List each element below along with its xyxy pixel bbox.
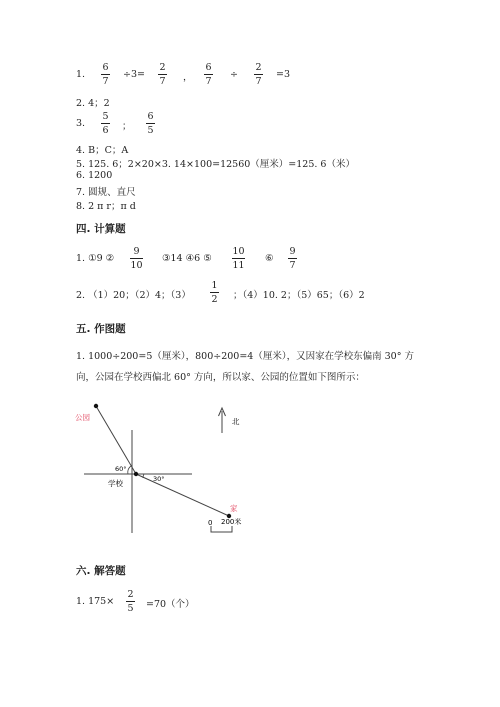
word-problem-1-prefix: 1. 175× <box>76 596 115 607</box>
section-6-title: 六. 解答题 <box>76 565 126 577</box>
answer-text: ÷ <box>230 69 238 80</box>
angle-30-label: 30° <box>153 475 165 483</box>
school-point <box>134 472 138 476</box>
scale-200m-label: 200米 <box>221 518 242 526</box>
scale-zero-label: 0 <box>208 519 213 527</box>
answer-text: =3 <box>276 69 291 80</box>
fraction: 5 6 <box>102 111 109 136</box>
school-label: 学校 <box>108 479 123 488</box>
drawing-text-line-2: 向，公园在学校西偏北 60° 方向，所以家、公园的位置如下图所示： <box>76 372 365 383</box>
calc-1-circle6: ⑥ <box>265 253 274 264</box>
answer-2: 2. 4；2 <box>76 98 110 109</box>
answer-8: 8. 2 π r；π d <box>76 201 136 212</box>
drawing-text-line-1: 1. 1000÷200=5（厘米），800÷200=4（厘米），又因家在学校东偏南 30° 方 <box>76 351 414 362</box>
fraction: 1 2 <box>211 280 218 305</box>
calc-1-mid: ③14 ④6 ⑤ <box>162 253 212 264</box>
north-label: 北 <box>232 417 240 426</box>
answer-6: 6. 1200 <box>76 170 113 181</box>
fraction: 9 7 <box>289 246 296 271</box>
answer-4: 4. B；C；A <box>76 145 129 156</box>
answer-7: 7. 圆规、直尺 <box>76 187 136 198</box>
home-label: 家 <box>230 504 238 513</box>
school-to-park-line <box>96 406 136 474</box>
fraction: 6 5 <box>147 111 154 136</box>
answer-5: 5. 125. 6；2×20×3. 14×100=12560（厘米）=125. 6（米） <box>76 159 355 170</box>
scale-bar <box>211 526 232 532</box>
calc-1-prefix: 1. ①9 ② <box>76 253 115 264</box>
park-label: 公园 <box>75 413 90 422</box>
word-problem-1-result: =70（个） <box>146 599 195 610</box>
answer-text: ； <box>122 121 132 132</box>
answer-1-number: 1. <box>76 69 86 80</box>
fraction: 2 5 <box>127 589 134 614</box>
school-to-home-line <box>136 474 229 516</box>
angle-60-label: 60° <box>115 465 127 473</box>
park-point <box>94 404 98 408</box>
fraction: 6 7 <box>102 62 109 87</box>
fraction: 2 7 <box>255 62 262 87</box>
fraction: 9 10 <box>130 246 143 271</box>
calc-2-prefix: 2. （1）20；（2）4；（3） <box>76 290 191 301</box>
section-5-title: 五. 作图题 <box>76 323 126 335</box>
answer-3-number: 3. <box>76 118 86 129</box>
fraction: 10 11 <box>232 246 245 271</box>
angle-60-arc <box>128 466 131 474</box>
fraction: 2 7 <box>159 62 166 87</box>
section-4-title: 四. 计算题 <box>76 223 126 235</box>
calc-2-rest: ；（4）10. 2；（5）65；（6）2 <box>233 290 365 301</box>
answer-text: ÷3= <box>123 69 145 80</box>
fraction: 6 7 <box>205 62 212 87</box>
answer-text: ， <box>183 72 193 83</box>
